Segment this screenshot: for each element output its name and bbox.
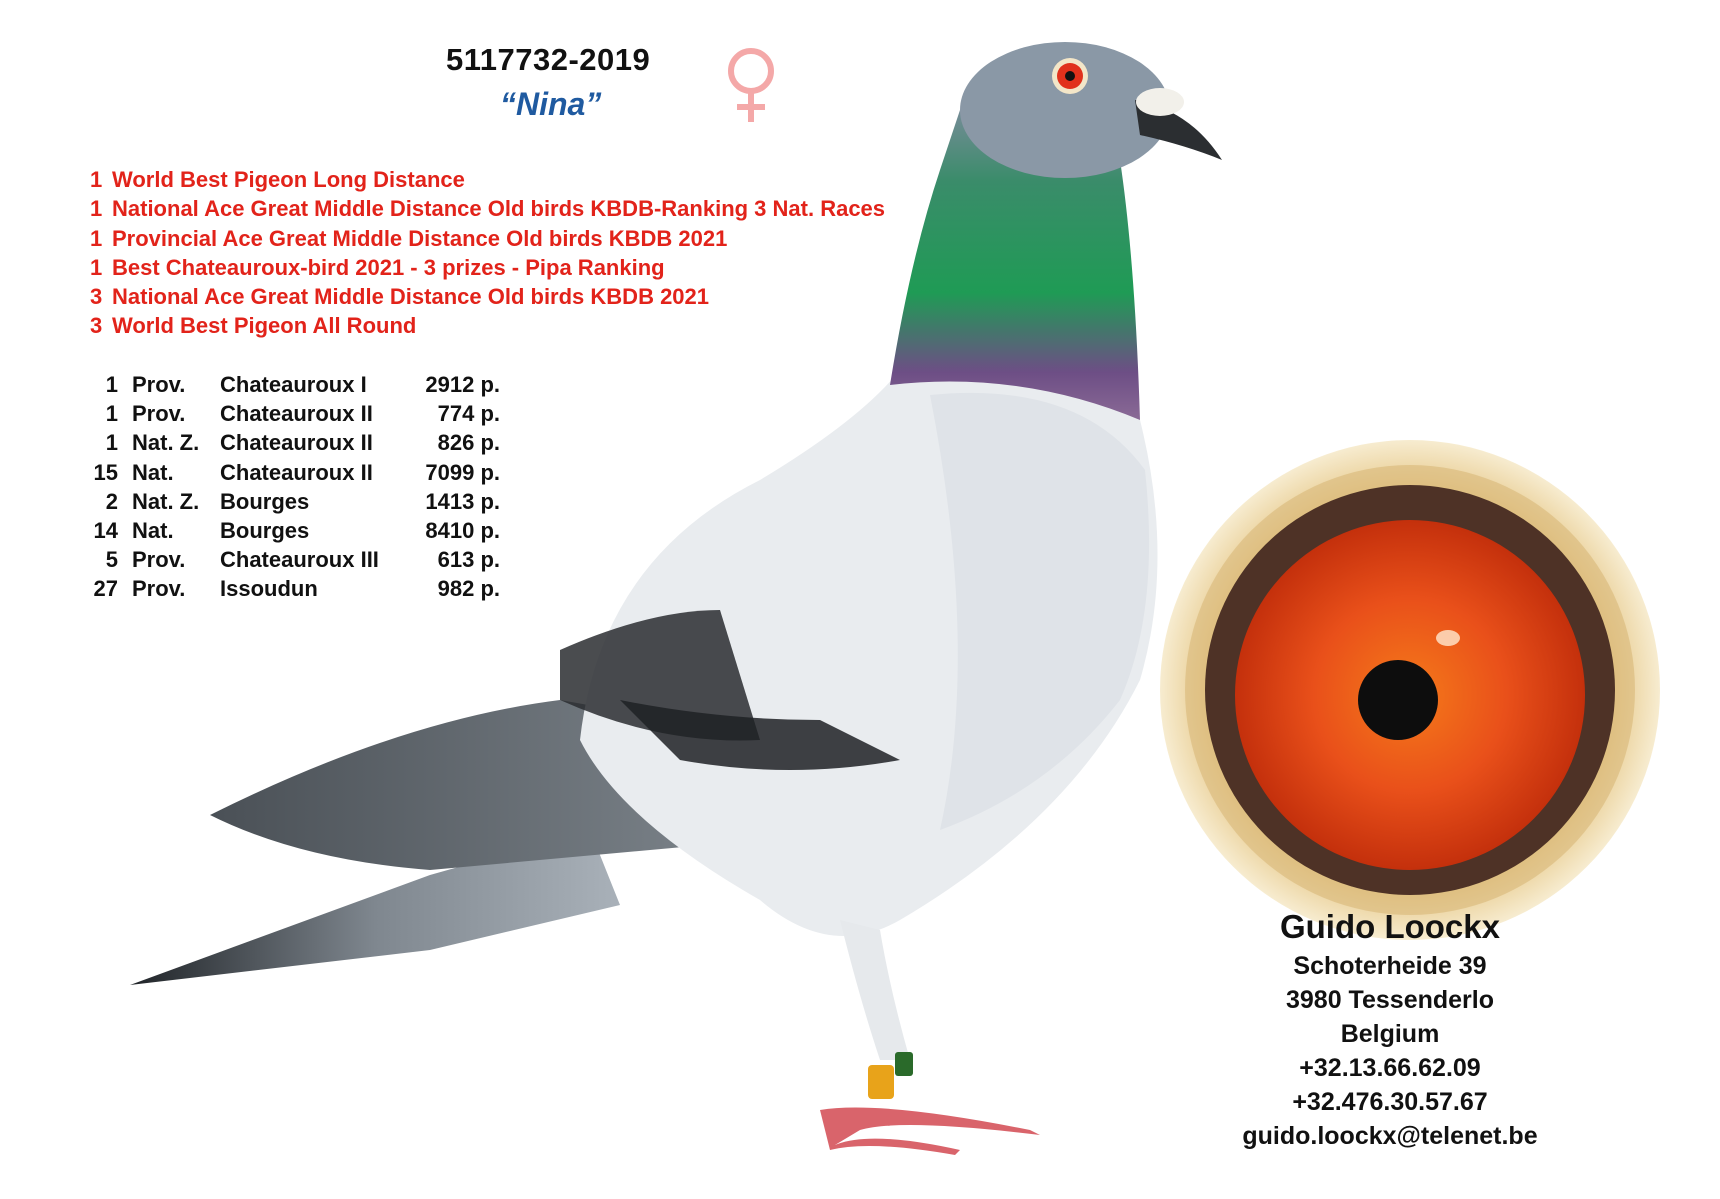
address-street: Schoterheide 39 [1293,952,1487,980]
achievement-item: 3 National Ace Great Middle Distance Old birds KBDB 2021 [90,284,710,310]
eye-closeup [1160,440,1660,940]
contact-block [1200,905,1580,1153]
owner-name: Guido Loockx [1279,908,1500,945]
achievement-item: 3 World Best Pigeon All Round [90,313,417,339]
pigeon-cere [1136,88,1184,116]
achievement-item: 1 Best Chateauroux-bird 2021 - 3 prizes - Pipa Ranking [90,254,665,280]
table-row: 15 Nat. Chateauroux II 7099 p. [93,459,500,485]
pigeon-leg [840,920,910,1060]
pigeon-breast [930,393,1149,830]
ring-number: 5117732-2019 [446,42,651,77]
table-row: 1 Prov. Chateauroux I 2912 p. [105,372,500,397]
table-row: 5 Prov. Chateauroux III 613 p. [105,547,500,573]
pigeon-leg-ring [868,1065,894,1099]
female-symbol-icon [720,44,782,124]
address-country: Belgium [1340,1020,1440,1048]
achievement-item: 1 World Best Pigeon Long Distance [90,167,465,192]
table-row: 1 Prov. Chateauroux II 774 p. [105,401,500,427]
table-row: 1 Nat. Z. Chateauroux II 826 p. [105,430,500,456]
achievements-list [90,165,885,341]
achievement-item: 1 National Ace Great Middle Distance Old birds KBDB-Ranking 3 Nat. Races [90,196,886,222]
email-address: guido.loockx@telenet.be [1242,1122,1538,1150]
eye-pupil [1358,660,1438,740]
phone-mobile: +32.476.30.57.67 [1292,1088,1488,1116]
achievement-item: 1 Provincial Ace Great Middle Distance Old birds KBDB 2021 [90,225,728,251]
bird-name: “Nina” [500,86,602,122]
table-row: 27 Prov. Issoudun 982 p. [93,576,500,602]
address-city: 3980 Tessenderlo [1286,986,1494,1014]
table-row: 14 Nat. Bourges 8410 p. [93,518,500,544]
results-table [82,370,500,604]
table-row: 2 Nat. Z. Bourges 1413 p. [105,488,500,514]
phone-landline: +32.13.66.62.09 [1299,1054,1481,1082]
pigeon-feet [820,1108,1040,1156]
